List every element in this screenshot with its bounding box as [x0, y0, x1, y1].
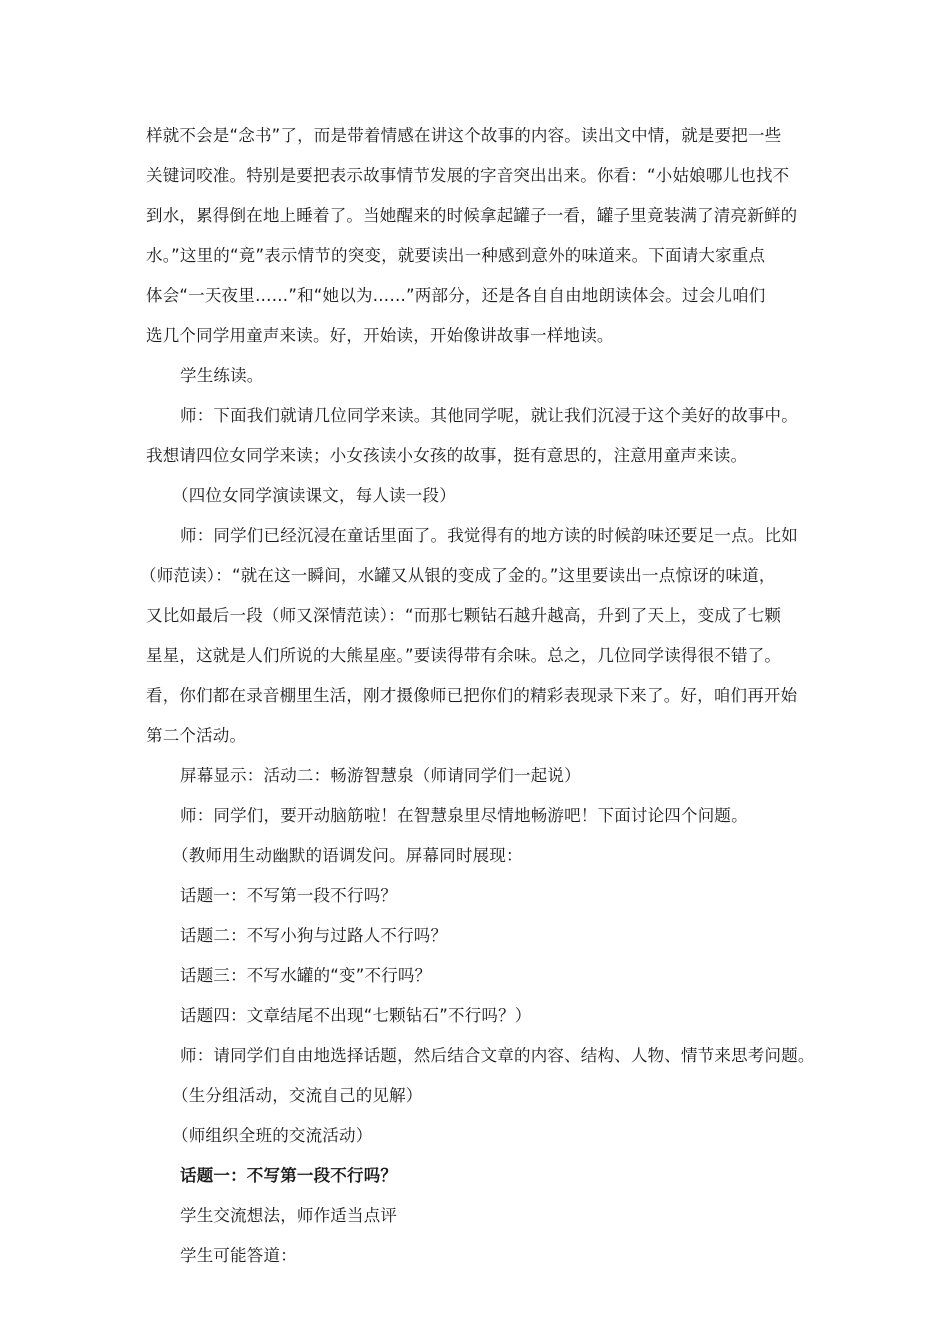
text-line: 屏幕显示：活动二：畅游智慧泉（师请同学们一起说）	[180, 766, 581, 785]
text-line: 学生可能答道：	[180, 1246, 297, 1265]
text-line: 关键词咬准。特别是要把表示故事情节发展的字音突出出来。你看：“小姑娘哪儿也找不	[146, 166, 790, 185]
section-heading: 话题一：不写第一段不行吗？	[180, 1166, 398, 1185]
text-line: （师范读）：“就在这一瞬间，水罐又从银的变成了金的。”这里要读出一点惊讶的味道，	[140, 566, 776, 585]
text-line: 星星，这就是人们所说的大熊星座。”要读得带有余味。总之，几位同学读得很不错了。	[146, 646, 782, 665]
text-line: 到水，累得倒在地上睡着了。当她醒来的时候拿起罐子一看，罐子里竟装满了清亮新鲜的	[146, 206, 798, 225]
text-line: 学生练读。	[180, 366, 264, 385]
text-line: 样就不会是“念书”了，而是带着情感在讲这个故事的内容。读出文中情，就是要把一些	[146, 126, 782, 145]
text-line: 水。”这里的“竟”表示情节的突变，就要读出一种感到意外的味道来。下面请大家重点	[146, 246, 766, 265]
text-line: 看，你们都在录音棚里生活，刚才摄像师已把你们的精彩表现录下来了。好，咱们再开始	[146, 686, 798, 705]
text-line: 话题三：不写水罐的“变”不行吗？	[180, 966, 432, 985]
text-line: 话题二：不写小狗与过路人不行吗？	[180, 926, 448, 945]
text-line: 第二个活动。	[146, 726, 247, 745]
text-line: 话题一：不写第一段不行吗？	[180, 886, 398, 905]
text-line: 我想请四位女同学来读；小女孩读小女孩的故事，挺有意思的，注意用童声来读。	[146, 446, 748, 465]
text-line: （教师用生动幽默的语调发问。屏幕同时展现：	[172, 846, 523, 865]
text-line: 话题四：文章结尾不出现“七颗钻石”不行吗？）	[180, 1006, 532, 1025]
text-line: 师：同学们，要开动脑筋啦！在智慧泉里尽情地畅游吧！下面讨论四个问题。	[180, 806, 748, 825]
text-line: （四位女同学演读课文，每人读一段）	[172, 486, 456, 505]
text-line: （生分组活动，交流自己的见解）	[172, 1086, 423, 1105]
text-line: 选几个同学用童声来读。好，开始读，开始像讲故事一样地读。	[146, 326, 614, 345]
text-line: 体会“一天夜里……”和“她以为……”两部分，还是各自自由地朗读体会。过会儿咱们	[146, 286, 766, 305]
text-line: 学生交流想法，师作适当点评	[180, 1206, 398, 1225]
text-line: 师：下面我们就请几位同学来读。其他同学呢，就让我们沉浸于这个美好的故事中。	[180, 406, 798, 425]
text-line: （师组织全班的交流活动）	[172, 1126, 373, 1145]
text-line: 师：请同学们自由地选择话题，然后结合文章的内容、结构、人物、情节来思考问题。	[180, 1046, 815, 1065]
text-line: 又比如最后一段（师又深情范读）：“而那七颗钻石越升越高，升到了天上，变成了七颗	[146, 606, 782, 625]
text-line: 师：同学们已经沉浸在童话里面了。我觉得有的地方读的时候韵味还要足一点。比如	[180, 526, 798, 545]
